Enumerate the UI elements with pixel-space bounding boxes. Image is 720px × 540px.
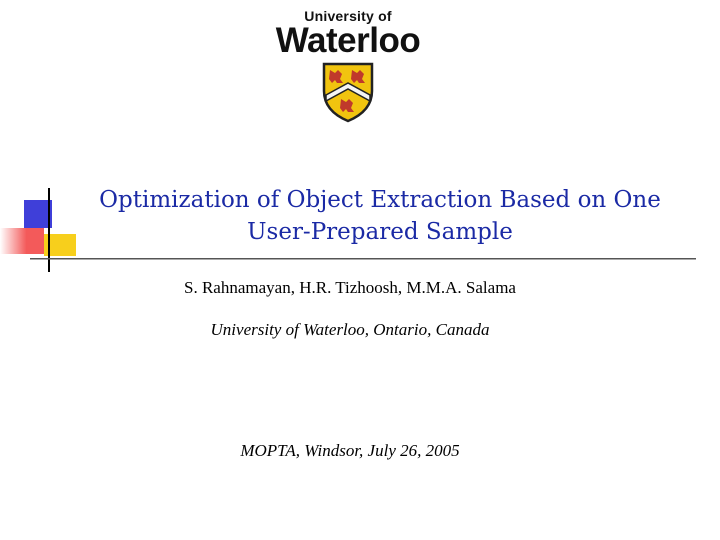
deco-vertical-line	[48, 188, 50, 272]
deco-red-block	[0, 228, 44, 254]
slide-event: MOPTA, Windsor, July 26, 2005	[240, 441, 460, 460]
logo-text-waterloo: Waterloo	[275, 21, 421, 60]
logo-text-university-of: University of	[304, 8, 392, 24]
university-logo	[262, 6, 434, 122]
slide-authors: S. Rahnamayan, H.R. Tizhoosh, M.M.A. Salama	[184, 278, 516, 297]
slide-affiliation: University of Waterloo, Ontario, Canada	[210, 320, 490, 339]
slide-title: Optimization of Object Extraction Based on One User-Prepared Sample	[99, 187, 661, 245]
university-crest-icon	[320, 61, 376, 123]
title-underline	[30, 258, 696, 260]
deco-blue-square	[24, 200, 52, 228]
